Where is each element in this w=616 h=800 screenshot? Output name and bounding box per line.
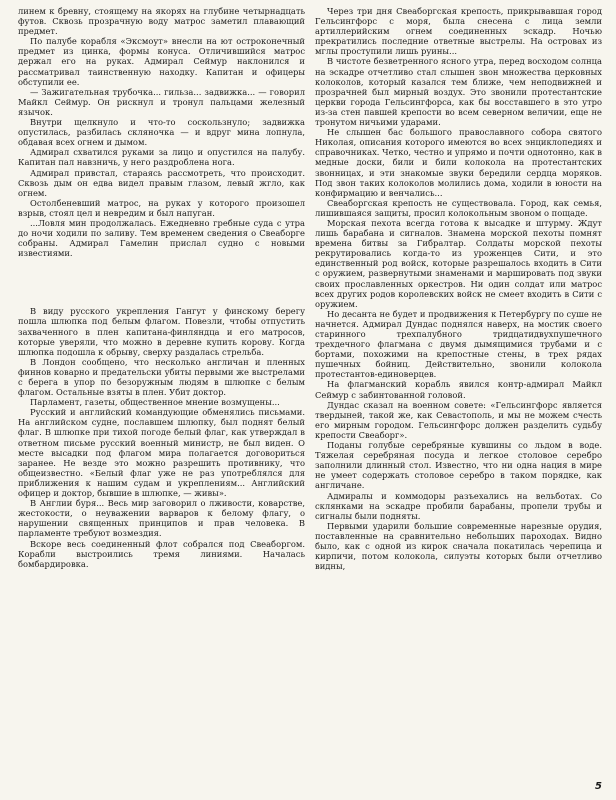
paragraph: В чистоте безветренного ясного утра, перед восходом солнца на эскадре отчетливо стал слышен звон множества церковных колоколов, который казался тем ближе, чем неподвижней и прозрачней был мирный воздух. Это звонили протестантские церкви города Гельсингфорса, как бы восставшего в это утро из-за стен павшей крепости во всем северном величии, еще не тронутом ничьими ударами. [315,56,602,128]
paragraph: В Лондон сообщено, что несколько англичан и пленных финнов коварно и предательски убиты первыми же выстрелами с берега в упор по безоружным людям в шлюпке с белым флагом. Остальные взяты в плен. Убит доктор. [18,356,305,398]
paragraph: Парламент, газеты, общественное мнение возмущены... [30,397,280,408]
text-columns [18,6,602,782]
paragraph: Через три дня Свеаборгская крепость, прикрывавшая город Гельсингфорс с моря, была снесена с лица земли артиллерийским огнем соединенных эскадр. Ночью прекратились последние ответные выстрелы. На островах из мглы проступили лишь руины... [315,6,602,57]
left-column [18,6,305,782]
paragraph: На флагманский корабль явился контр-адмирал Майкл Сеймур с забинтованной головой. [315,379,602,400]
paragraph: Свеаборгская крепость не существовала. Город, как семья, лишившаяся защиты, просил колокольным звоном о пощаде. [315,197,602,218]
page-number: 5 [595,781,602,792]
paragraph: По палубе корабля «Эксмоут» внесли на ют остроконечный предмет из цинка, формы конуса. Отличившийся матрос держал его на руках. Адмирал Сеймур наклонился и рассматривал таинственную находку. Капитан и офицеры обступили ее. [18,36,305,87]
paragraph: Адмирал привстал, стараясь рассмотреть, что происходит. Сквозь дым он едва видел правым глазом, левый жгло, как огнем. [18,167,305,198]
paragraph: Остолбеневший матрос, на руках у которого произошел взрыв, стоял цел и невредим и был напуган. [18,197,305,218]
paragraph: Адмирал схватился руками за лицо и опустился на палубу. Капитан пал навзничь, у него раздроблена нога. [18,147,305,168]
paragraph: Не слышен бас большого православного собора святого Николая, описания которого имеются во всех энциклопедиях и справочниках. Четко, честно и упрямо и почти однотонно, как в медные доски, били и били колокола на протестантских звонницах, и эти знакомые звуки бередили сердца моряков. Под звон таких колоколов молились дома, ходили в юности на конфирмацию и венчались... [315,127,602,198]
paragraph: Но десанта не будет и продвижения к Петербургу по суше не начнется. Адмирал Дундас поднялся наверх, на мостик своего старинного трехпалубного тридцатидвухпушечного трехдечного флагмана с двумя дымящимися трубами и с бортами, похожими на крепостные стены, в трех рядах пушечных бойниц. Действительно, звонили колокола протестантов-единоверцев. [315,308,602,380]
paragraph: Морская пехота всегда готова к высадке и штурму. Ждут лишь барабана и сигналов. Знамена морской пехоты помнят времена битвы за Гибралтар. Солдаты морской пехоты рекрутировались когда-то из уроженцев Сити, и это единственный род войск, которые разрешалось входить в Сити с оружием, развернутыми знаменами и маршировать под звуки своих прославленных оркестров. Ни один солдат или матрос всех других родов королевских войск не смеет входить в Сити с оружием. [315,217,602,309]
paragraph: Русский и английский командующие обменялись письмами. На английском судне, пославшем шлюпку, был поднят белый флаг. В шлюпке при тихой погоде белый флаг, как утверждал в ответном письме русский военный министр, не был виден. О месте высадки под флагом мира полагается договориться заранее. Не везде это можно разрешить противнику, что общеизвестно. «Белый флаг уже не раз употреблялся для приближения к нашим судам и укреплениям... Английский офицер и доктор, бывшие в шлюпке, — живы». [18,407,305,499]
paragraph: В Англии буря... Весь мир заговорил о лживости, коварстве, жестокости, о неуважении варваров к белому флагу, о нарушении священных принципов и прав человека. В парламенте требуют возмездия. [18,498,305,539]
paragraph: Поданы голубые серебряные кувшины со льдом в воде. Тяжелая серебряная посуда и легкое столовое серебро заполнили длинный стол. Известно, что ни одна нация в мире не умеет содержать столовое серебро в таком порядке, как англичане. [315,440,602,491]
paragraph: — Зажигательная трубочка... гильза... задвижка... — говорил Майкл Сеймур. Он рискнул и тронул пальцами железный язычок. [18,86,305,117]
right-column [315,6,602,782]
paragraph: линем к бревну, стоящему на якорях на глубине четырнадцать футов. Сквозь прозрачную воду матрос заметил плавающий предмет. [18,6,305,37]
section-break [18,258,305,306]
paragraph: Адмиралы и коммодоры разъехались на вельботах. Со склянками на эскадре пробили барабаны, пропели трубы и сигналы были подняты. [315,490,602,521]
paragraph: Вскоре весь соединенный флот собрался под Свеаборгом. Корабли выстроились тремя линиями. Началась бомбардировка. [18,538,305,569]
paragraph: Дундас сказал на военном совете: «Гельсингфорс является твердыней, такой же, как Севастополь, и мы не можем счесть его мирным городом. Гельсингфорс должен разделить судьбу крепости Свеаборг». [315,399,602,440]
paragraph: В виду русского укрепления Гангут у финскому берегу пошла шлюпка под белым флагом. Повезли, чтобы отпустить захваченного в плен капитана-финляндца и его матросов, которые уверяли, что можно в деревне купить корову. Когда шлюпка подошла к обрыву, сверху раздалась стрельба. [18,306,305,357]
paragraph: ...Ловля мин продолжалась. Ежедневно гребные суда с утра до ночи ходили по заливу. Тем временем сведения о Свеаборге собраны. Адмирал Гамелин прислал судно с новыми известиями. [18,217,305,259]
paragraph: Первыми ударили большие современные нарезные орудия, поставленные на сравнительно небольших пароходах. Видно было, как с одной из кирок сначала покатилась черепица и кирпичи, потом колокола, силуэты которых были отчетливо видны, [315,520,602,572]
paragraph: Внутри щелкнуло и что-то соскользнуло; задвижка опустилась, разбилась скляночка — и вдруг мина лопнула, обдавая всех огнем и дымом. [18,117,305,148]
